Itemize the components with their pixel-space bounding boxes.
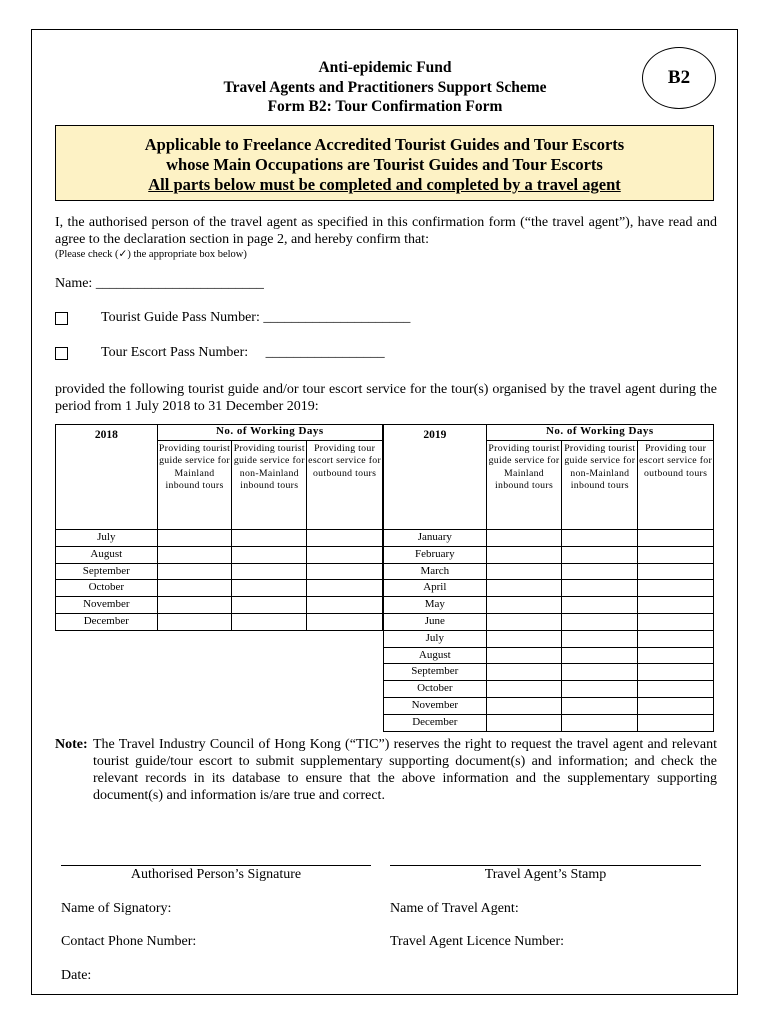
working-days-input-cell[interactable] [562,647,638,664]
working-days-table-2018 [55,424,383,631]
working-days-input-cell[interactable] [638,597,714,614]
working-days-input-cell[interactable] [486,613,562,630]
intro-text: I, the authorised person of the travel agent as specified in this confirmation form (“the travel agent”), have read and agree to the declaration section in page 2, and hereby confirm that: [55,215,717,247]
working-days-input-cell[interactable] [307,597,383,614]
month-label: January [384,530,487,547]
form-title: Form B2: Tour Confirmation Form [267,98,503,115]
working-days-header: No. of Working Days [157,425,382,441]
col-non-mainland-inbound: Providing tourist guide service for non-Mainland inbound tours [562,441,638,530]
working-days-input-cell[interactable] [157,563,232,580]
working-days-input-cell[interactable] [486,563,562,580]
month-row [56,546,383,563]
working-days-input-cell[interactable] [232,613,307,630]
month-label: September [384,664,487,681]
month-label: March [384,563,487,580]
note-text: The Travel Industry Council of Hong Kong (“TIC”) reserves the right to request the travel agent and relevant tourist guide/tour escort to submit supplementary supporting document(s) and information; and check the relevant records in its database to ensure that the above information and the supplementary supporting document(s) and information is/are true and correct. [93,737,717,803]
month-label: July [384,630,487,647]
working-days-input-cell[interactable] [232,580,307,597]
month-row [384,664,714,681]
month-label: December [56,613,158,630]
month-row [384,613,714,630]
working-days-input-cell[interactable] [486,580,562,597]
month-row [384,681,714,698]
working-days-input-cell[interactable] [562,530,638,547]
month-row [56,580,383,597]
scheme-title: Travel Agents and Practitioners Support Scheme [223,78,547,96]
applicability-line-3: All parts below must be completed and completed by a travel agent [148,175,621,194]
working-days-input-cell[interactable] [307,563,383,580]
form-code-badge: B2 [642,47,716,109]
contact-phone-field[interactable]: Contact Phone Number: [61,934,197,949]
year-header-2019: 2019 [384,425,487,530]
working-days-input-cell[interactable] [562,664,638,681]
working-days-input-cell[interactable] [486,546,562,563]
working-days-input-cell[interactable] [232,597,307,614]
working-days-input-cell[interactable] [562,714,638,731]
working-days-input-cell[interactable] [307,530,383,547]
travel-agent-name-field[interactable]: Name of Travel Agent: [390,901,519,916]
working-days-input-cell[interactable] [486,530,562,547]
fund-title: Anti-epidemic Fund [318,59,452,76]
year-header-2018: 2018 [56,425,158,530]
col-non-mainland-inbound: Providing tourist guide service for non-Mainland inbound tours [232,441,307,530]
month-row [384,630,714,647]
working-days-input-cell[interactable] [486,630,562,647]
working-days-input-cell[interactable] [562,580,638,597]
month-row [384,530,714,547]
month-row [384,546,714,563]
col-mainland-inbound: Providing tourist guide service for Mainland inbound tours [486,441,562,530]
month-label: February [384,546,487,563]
month-label: June [384,613,487,630]
working-days-input-cell[interactable] [638,664,714,681]
month-label: April [384,580,487,597]
applicability-box [55,125,714,201]
month-label: August [384,647,487,664]
working-days-input-cell[interactable] [157,546,232,563]
month-label: November [56,597,158,614]
working-days-input-cell[interactable] [157,530,232,547]
working-days-table-2019 [383,424,714,732]
working-days-input-cell[interactable] [638,714,714,731]
working-days-input-cell[interactable] [157,613,232,630]
note-label: Note: [55,737,88,752]
working-days-input-cell[interactable] [486,664,562,681]
working-days-input-cell[interactable] [638,563,714,580]
working-days-input-cell[interactable] [562,597,638,614]
signatory-name-field[interactable]: Name of Signatory: [61,901,172,916]
month-label: August [56,546,158,563]
signature-line [61,865,371,866]
working-days-input-cell[interactable] [307,580,383,597]
working-days-input-cell[interactable] [307,613,383,630]
working-days-input-cell[interactable] [486,597,562,614]
working-days-input-cell[interactable] [157,580,232,597]
month-label: September [56,563,158,580]
working-days-input-cell[interactable] [638,546,714,563]
note-section [55,736,717,804]
working-days-input-cell[interactable] [232,546,307,563]
working-days-input-cell[interactable] [638,530,714,547]
month-label: October [384,681,487,698]
working-days-input-cell[interactable] [638,613,714,630]
working-days-input-cell[interactable] [562,630,638,647]
working-days-input-cell[interactable] [486,697,562,714]
working-days-input-cell[interactable] [638,697,714,714]
month-row [384,580,714,597]
provided-service-text: provided the following tourist guide and/or tour escort service for the tour(s) organised by the travel agent during the period from 1 July 2018 to 31 December 2019: [55,382,717,414]
applicability-line-2: whose Main Occupations are Tourist Guides and Tour Escorts [166,155,603,174]
working-days-input-cell[interactable] [638,580,714,597]
month-row [384,597,714,614]
applicability-line-1: Applicable to Freelance Accredited Tourist Guides and Tour Escorts [144,135,625,154]
month-label: December [384,714,487,731]
month-label: October [56,580,158,597]
col-outbound-escort: Providing tour escort service for outbound tours [638,441,714,530]
month-row [384,697,714,714]
tourist-guide-checkbox[interactable] [55,312,68,325]
month-row [384,563,714,580]
tour-escort-checkbox[interactable] [55,347,68,360]
working-days-input-cell[interactable] [486,681,562,698]
working-days-input-cell[interactable] [562,697,638,714]
month-label: November [384,697,487,714]
month-row [56,530,383,547]
working-days-input-cell[interactable] [486,714,562,731]
travel-agent-licence-field[interactable]: Travel Agent Licence Number: [390,934,565,949]
signature-caption: Authorised Person’s Signature [130,867,302,882]
date-field[interactable]: Date: [61,968,92,983]
working-days-input-cell[interactable] [562,563,638,580]
name-field[interactable]: Name: ________________________ [55,276,264,291]
month-row [384,647,714,664]
stamp-caption: Travel Agent’s Stamp [484,867,607,882]
tour-escort-pass-field[interactable]: Tour Escort Pass Number: _________________ [101,345,385,360]
working-days-input-cell[interactable] [486,647,562,664]
working-days-input-cell[interactable] [307,546,383,563]
month-label: May [384,597,487,614]
month-row [384,714,714,731]
working-days-input-cell[interactable] [562,681,638,698]
col-mainland-inbound: Providing tourist guide service for Mainland inbound tours [157,441,232,530]
month-row [56,597,383,614]
working-days-input-cell[interactable] [638,681,714,698]
form-header [150,58,620,117]
working-days-header: No. of Working Days [486,425,713,441]
tourist-guide-pass-field[interactable]: Tourist Guide Pass Number: _____________________ [101,310,411,325]
check-hint: (Please check (✓) the appropriate box below) [55,249,247,260]
working-days-input-cell[interactable] [157,597,232,614]
month-label: July [56,530,158,547]
working-days-input-cell[interactable] [232,563,307,580]
month-row [56,613,383,630]
working-days-input-cell[interactable] [638,647,714,664]
month-row [56,563,383,580]
working-days-input-cell[interactable] [232,530,307,547]
col-outbound-escort: Providing tour escort service for outbound tours [307,441,383,530]
working-days-input-cell[interactable] [638,630,714,647]
working-days-input-cell[interactable] [562,613,638,630]
working-days-input-cell[interactable] [562,546,638,563]
stamp-line [390,865,701,866]
